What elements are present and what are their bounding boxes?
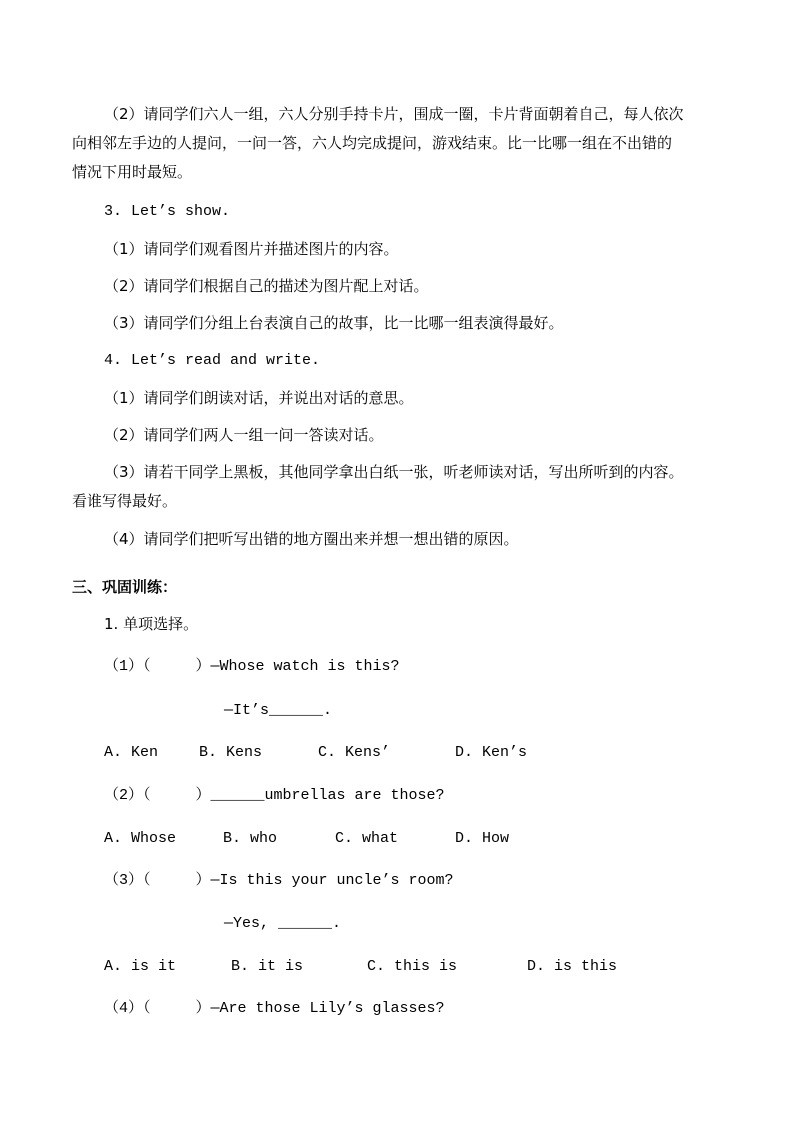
question-3-option-b: B. it is bbox=[231, 958, 304, 975]
question-3-option-a: A. is it bbox=[104, 958, 177, 975]
paragraph-2-line-2: 向相邻左手边的人提问，一问一答，六人均完成提问，游戏结束。比一比哪一组在不出错的 bbox=[72, 134, 673, 152]
section-4-item-3-line-2: 看谁写得最好。 bbox=[72, 492, 178, 510]
question-2-option-b: B. who bbox=[223, 830, 278, 847]
section-3-item-2: （2）请同学们根据自己的描述为图片配上对话。 bbox=[104, 277, 429, 295]
section-4-item-1: （1）请同学们朗读对话，并说出对话的意思。 bbox=[104, 389, 414, 407]
section-4-item-4: （4）请同学们把听写出错的地方圈出来并想一想出错的原因。 bbox=[104, 530, 519, 548]
question-3: （3）（ ）—Is this your uncle’s room? bbox=[104, 872, 454, 889]
question-3-option-d: D. is this bbox=[527, 958, 618, 975]
question-2-option-c: C. what bbox=[335, 830, 399, 847]
section-4-item-3-line-1: （3）请若干同学上黑板，其他同学拿出白纸一张，听老师读对话，写出所听到的内容。 bbox=[104, 463, 684, 481]
question-1-option-a: A. Ken bbox=[104, 744, 159, 761]
question-3-option-c: C. this is bbox=[367, 958, 458, 975]
question-1-option-b: B. Kens bbox=[199, 744, 263, 761]
question-1-option-c: C. Kens’ bbox=[318, 744, 391, 761]
question-1: （1）（ ）—Whose watch is this? bbox=[104, 658, 400, 675]
paragraph-2-line-3: 情况下用时最短。 bbox=[72, 163, 193, 181]
section-3-item-3: （3）请同学们分组上台表演自己的故事，比一比哪一组表演得最好。 bbox=[104, 314, 564, 332]
question-2-option-a: A. Whose bbox=[104, 830, 177, 847]
paragraph-2-line-1: （2）请同学们六人一组，六人分别手持卡片，围成一圈，卡片背面朝着自己，每人依次 bbox=[104, 105, 684, 123]
section-4-title: 4. Let’s read and write. bbox=[104, 352, 321, 369]
question-2: （2）（ ）______umbrellas are those? bbox=[104, 787, 445, 804]
single-choice-title: 1. 单项选择。 bbox=[104, 615, 199, 633]
question-4: （4）（ ）—Are those Lily’s glasses? bbox=[104, 1000, 445, 1017]
question-2-option-d: D. How bbox=[455, 830, 510, 847]
section-3-item-1: （1）请同学们观看图片并描述图片的内容。 bbox=[104, 240, 399, 258]
question-3-answer-line: —Yes, ______. bbox=[224, 915, 342, 932]
section-3-title: 3. Let’s show. bbox=[104, 203, 231, 220]
question-1-answer-line: —It’s______. bbox=[224, 702, 333, 719]
section-4-item-2: （2）请同学们两人一组一问一答读对话。 bbox=[104, 426, 384, 444]
consolidation-heading: 三、巩固训练： bbox=[72, 578, 178, 596]
question-1-option-d: D. Ken’s bbox=[455, 744, 528, 761]
